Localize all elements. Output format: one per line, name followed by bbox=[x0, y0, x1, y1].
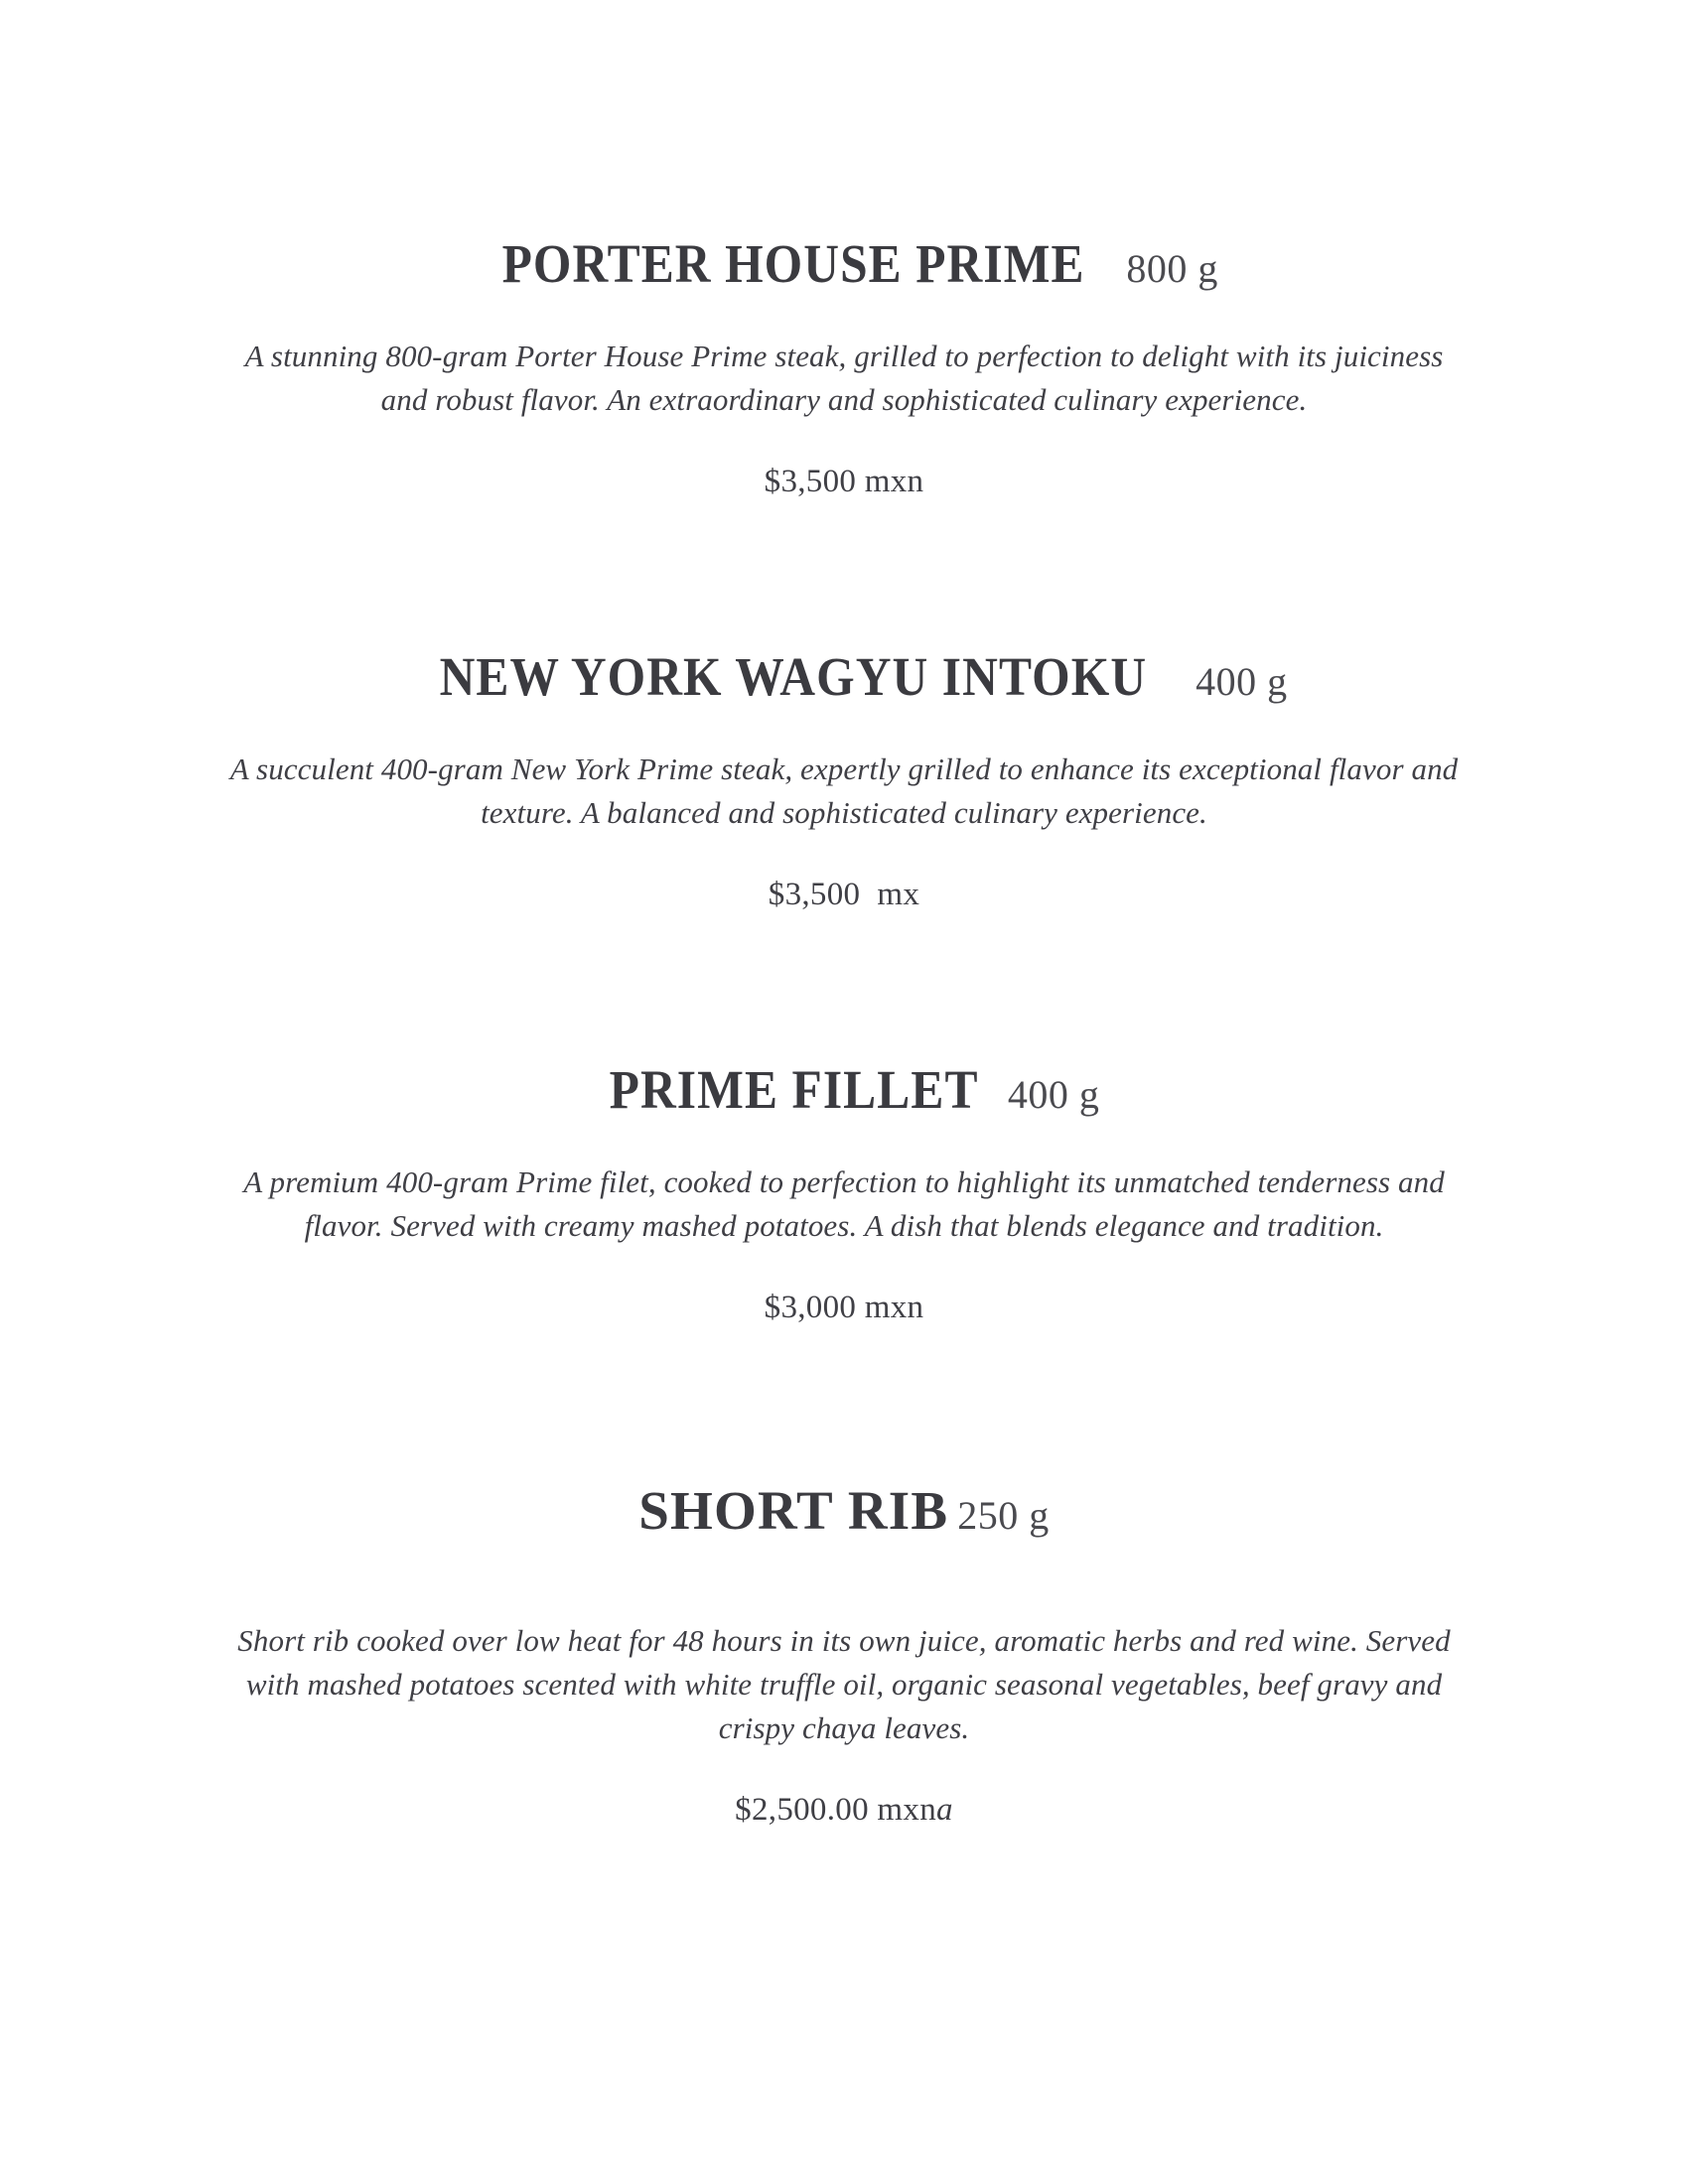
spacer bbox=[0, 422, 1688, 464]
spacer bbox=[0, 1117, 1688, 1160]
spacer bbox=[0, 500, 1688, 649]
menu-item-weight: 400 g bbox=[1007, 1072, 1100, 1118]
menu-item-heading bbox=[0, 646, 1688, 708]
menu-item-price bbox=[0, 464, 1688, 500]
spacer bbox=[0, 704, 1688, 748]
menu-item-heading bbox=[0, 1480, 1688, 1542]
menu-item-price bbox=[0, 1290, 1688, 1326]
spacer bbox=[0, 291, 1688, 335]
spacer bbox=[0, 1750, 1688, 1792]
spacer bbox=[0, 913, 1688, 1062]
price-amount: $2,500.00 mxn bbox=[735, 1792, 936, 1829]
spacer bbox=[0, 1326, 1688, 1483]
price-amount: $3,000 mxn bbox=[764, 1290, 924, 1326]
menu-item-heading bbox=[0, 1059, 1688, 1121]
menu-item-name: SHORT RIB bbox=[638, 1480, 949, 1542]
menu-item-name: PORTER HOUSE PRIME bbox=[501, 233, 1085, 294]
menu-item-weight: 800 g bbox=[1126, 246, 1218, 291]
menu-item-description: Short rib cooked over low heat for 48 hours in its own juice, aromatic herbs and red wine. Served with mashed potatoes scented with white truffle oil, organic seasonal vegetables, beef gravy and crispy chaya leaves. bbox=[237, 1623, 1451, 1746]
spacer bbox=[0, 1248, 1688, 1290]
menu-item bbox=[0, 646, 1688, 913]
menu-item-description: A succulent 400-gram New York Prime steak, expertly grilled to enhance its exceptional flavor and texture. A balanced and sophisticated culinary experience. bbox=[229, 751, 1459, 831]
menu-item-price bbox=[0, 1792, 1688, 1829]
menu-item-description: A stunning 800-gram Porter House Prime steak, grilled to perfection to delight with its juiciness and robust flavor. An extraordinary and sophisticated culinary experience. bbox=[244, 339, 1444, 418]
menu-item bbox=[0, 233, 1688, 500]
menu-item-description: A premium 400-gram Prime filet, cooked to perfection to highlight its unmatched tenderness and flavor. Served with creamy mashed potatoes. A dish that blends elegance and tradition. bbox=[243, 1164, 1445, 1244]
menu-item-heading bbox=[0, 233, 1688, 294]
spacer bbox=[0, 835, 1688, 877]
price-suffix: a bbox=[936, 1792, 953, 1829]
menu-item-name: NEW YORK WAGYU INTOKU bbox=[439, 646, 1148, 708]
price-amount: $3,500 mxn bbox=[764, 464, 924, 500]
menu-item-price bbox=[0, 877, 1688, 913]
menu-item bbox=[0, 1059, 1688, 1326]
menu-item-name: PRIME FILLET bbox=[609, 1059, 979, 1121]
price-amount: $3,500 mx bbox=[768, 877, 920, 913]
spacer bbox=[0, 1538, 1688, 1619]
menu-item bbox=[0, 1480, 1688, 1829]
menu-item-weight: 400 g bbox=[1196, 659, 1288, 705]
menu-item-weight: 250 g bbox=[957, 1493, 1050, 1539]
